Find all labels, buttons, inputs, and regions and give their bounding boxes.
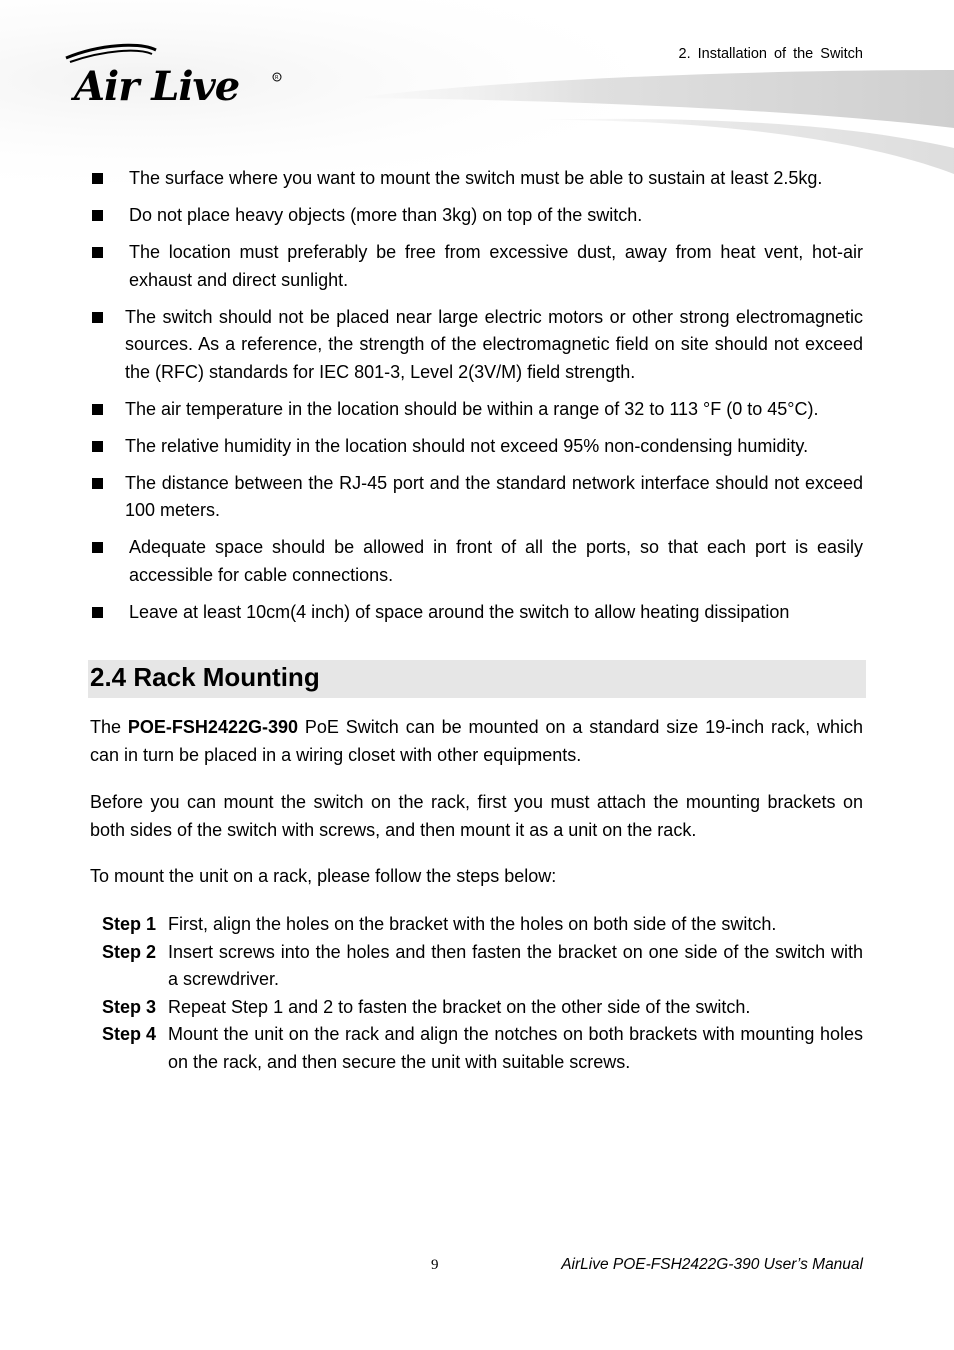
square-bullet-icon: [92, 607, 103, 618]
steps-intro-paragraph: To mount the unit on a rack, please follow the steps below:: [90, 866, 557, 886]
airlive-logo: [60, 40, 290, 110]
list-item: The air temperature in the location should be within a range of 32 to 113 °F (0 to 45°C).: [90, 396, 863, 424]
square-bullet-icon: [92, 478, 103, 489]
step-label: Step 1: [102, 914, 157, 934]
mounting-steps: [102, 911, 863, 1076]
list-item: Do not place heavy objects (more than 3kg) on top of the switch.: [90, 202, 863, 230]
square-bullet-icon: [92, 542, 103, 553]
step-text: Repeat Step 1 and 2 to fasten the bracket on the other side of the switch.: [168, 996, 751, 1017]
square-bullet-icon: [92, 312, 103, 323]
list-item: The relative humidity in the location should not exceed 95% non-condensing humidity.: [90, 433, 863, 461]
intro-paragraph: The POE-FSH2422G-390 PoE Switch can be mounted on a standard size 19-inch rack, which can in turn be placed in a wiring closet with other equipments.: [90, 717, 863, 765]
step-label: Step 3: [102, 996, 157, 1017]
list-item: The surface where you want to mount the switch must be able to sustain at least 2.5kg.: [90, 165, 863, 193]
list-item: The distance between the RJ-45 port and the standard network interface should not exceed 100 meters.: [90, 470, 863, 525]
step-text: First, align the holes on the bracket with the holes on both side of the switch.: [168, 914, 777, 934]
bracket-paragraph: Before you can mount the switch on the rack, first you must attach the mounting brackets on both sides of the switch with screws, and then mount it as a unit on the rack.: [90, 792, 863, 840]
section-heading-bar: [88, 660, 866, 698]
step-item: [102, 994, 863, 1022]
placement-guidelines-list: [90, 165, 863, 636]
step-item: [102, 939, 863, 994]
square-bullet-icon: [92, 247, 103, 258]
page-number: 9: [431, 1257, 439, 1273]
list-item: The location must preferably be free from excessive dust, away from heat vent, hot-air exhaust and direct sunlight.: [90, 239, 863, 294]
list-item: Adequate space should be allowed in front of all the ports, so that each port is easily accessible for cable connections.: [90, 534, 863, 589]
step-item: [102, 1021, 863, 1076]
square-bullet-icon: [92, 441, 103, 452]
chapter-header: 2. Installation of the Switch: [678, 46, 863, 62]
model-name: POE-FSH2422G-390: [127, 717, 298, 737]
square-bullet-icon: [92, 173, 103, 184]
list-item: Leave at least 10cm(4 inch) of space around the switch to allow heating dissipation: [90, 599, 863, 627]
step-item: [102, 911, 863, 939]
svg-text:R: R: [275, 75, 279, 81]
step-text: Mount the unit on the rack and align the notches on both brackets with mounting holes on the rack, and then secure the unit with suitable screws.: [168, 1024, 863, 1072]
section-title: 2.4 Rack Mounting: [90, 662, 320, 692]
manual-title: AirLive POE-FSH2422G-390 User’s Manual: [561, 1256, 863, 1273]
step-label: Step 4: [102, 1024, 157, 1044]
square-bullet-icon: [92, 210, 103, 221]
step-label: Step 2: [102, 941, 157, 962]
logo-text: Air Live: [74, 63, 240, 110]
list-item: The switch should not be placed near large electric motors or other strong electromagnetic sources. As a reference, the strength of the electromagnetic field on site should not exceed the (RFC) standards for IEC 801-3, Level 2(3V/M) field strength.: [90, 304, 863, 387]
step-text: Insert screws into the holes and then fasten the bracket on one side of the switch with a screwdriver.: [168, 941, 863, 989]
square-bullet-icon: [92, 404, 103, 415]
